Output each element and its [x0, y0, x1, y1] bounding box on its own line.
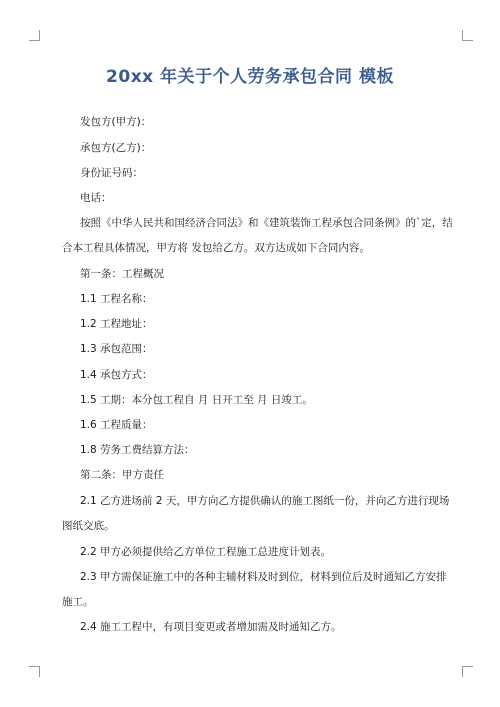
clause-1-5: 1.5 工期：本分包工程自 月 日开工至 月 日竣工。 — [80, 394, 313, 406]
party-b-line: 承包方(乙方)： — [80, 142, 152, 154]
clause-1-4: 1.4 承包方式： — [80, 369, 153, 381]
clause-1-2: 1.2 工程地址： — [80, 318, 153, 330]
crop-mark-top-right — [462, 30, 473, 41]
clause-1-8: 1.8 劳务工费结算方法： — [80, 444, 195, 456]
article-1-heading: 第一条：工程概况 — [80, 268, 164, 280]
clause-1-1: 1.1 工程名称： — [80, 293, 153, 305]
crop-mark-top-left — [29, 30, 40, 41]
id-number-line: 身份证号码： — [80, 167, 143, 179]
clause-2-3-line-2: 施工。 — [62, 596, 94, 608]
clause-1-3: 1.3 承包范围： — [80, 343, 153, 355]
document-title: 20xx 年关于个人劳务承包合同 模板 — [106, 67, 394, 87]
crop-mark-bottom-right — [462, 666, 473, 677]
clause-2-4: 2.4 施工工程中，有项目变更或者增加需及时通知乙方。 — [80, 621, 342, 633]
phone-line: 电话： — [80, 192, 112, 204]
clause-2-3-line-1: 2.3 甲方需保证施工中的各种主辅材料及时到位，材料到位后及时通知乙方安排 — [80, 571, 447, 583]
party-a-line: 发包方(甲方)： — [80, 116, 152, 128]
preamble-line-1: 按照《中华人民共和国经济合同法》和《建筑装饰工程承包合同条例》的`定，结 — [80, 217, 453, 229]
clause-2-1-line-2: 图纸交底。 — [62, 520, 115, 532]
preamble-line-2: 合本工程具体情况，甲方将 发包给乙方。双方达成如下合同内容。 — [62, 242, 370, 254]
crop-mark-bottom-left — [29, 666, 40, 677]
article-2-heading: 第二条：甲方责任 — [80, 469, 164, 481]
clause-2-1-line-1: 2.1 乙方进场前 2 天，甲方向乙方提供确认的施工图纸一份，并向乙方进行现场 — [80, 495, 450, 507]
clause-1-6: 1.6 工程质量： — [80, 419, 153, 431]
clause-2-2: 2.2 甲方必须提供给乙方单位工程施工总进度计划表。 — [80, 546, 332, 558]
